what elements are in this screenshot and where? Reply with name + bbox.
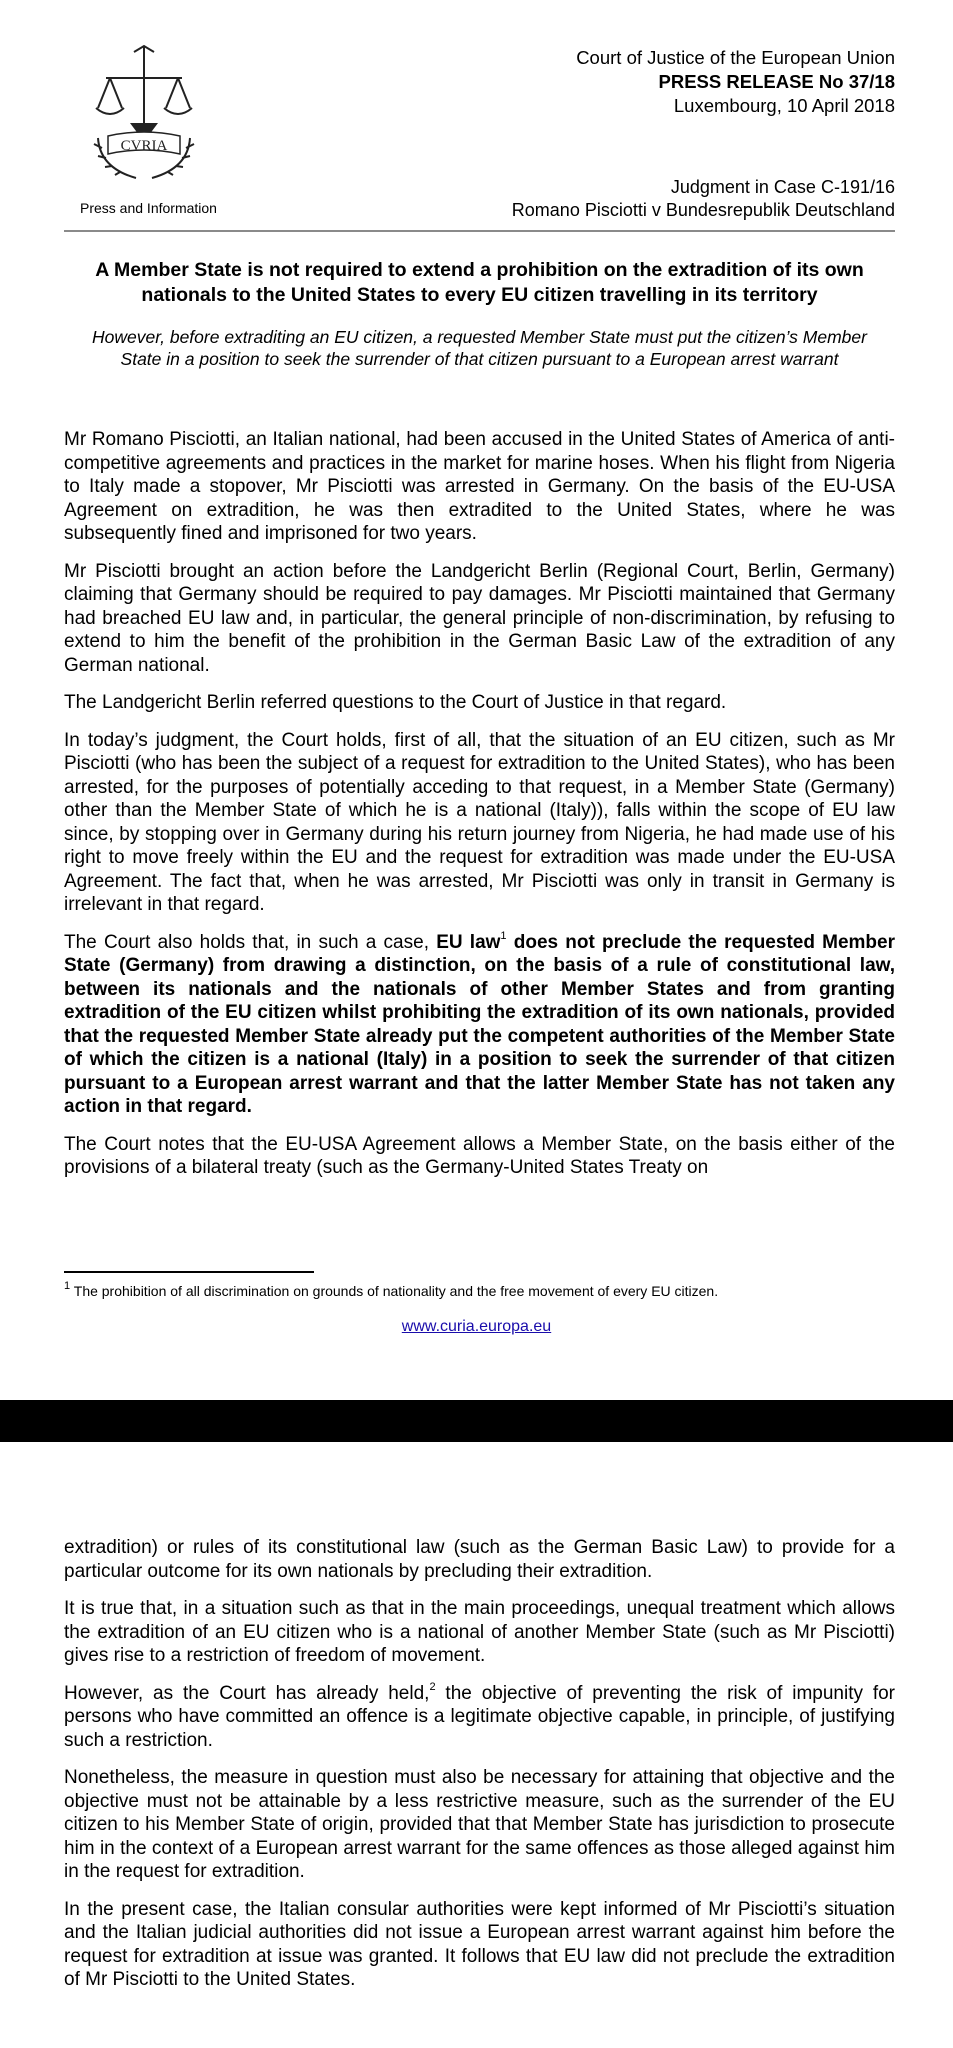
headline: A Member State is not required to extend a prohibition on the extradition of its own nationals to the United States to every EU citizen travelling in its territory xyxy=(95,259,864,306)
case-number: Judgment in Case C-191/16 xyxy=(670,177,895,197)
logo-text: CVRIA xyxy=(120,138,168,154)
paragraph: In today’s judgment, the Court holds, first of all, that the situation of an EU citizen, such as Mr Pisciotti (who has been the subject of a request for extradition to the United States), who has been arrested, for the purposes of potentially acceding to that request, in a Member State (Germany) other than the Member State of which he is a national (Italy)), falls within the scope of EU law since, by stopping over in Germany during his return journey from Nigeria, he had made use of his right to move freely within the EU and the request for extradition was made under the EU-USA Agreement. The fact that, when he was arrested, Mr Pisciotti was only in transit in Germany is irrelevant in that regard. xyxy=(64,729,895,915)
page-separator xyxy=(0,1400,953,1442)
court-name: Court of Justice of the European Union xyxy=(576,47,895,68)
footnote-ref: 1 xyxy=(500,930,507,943)
case-parties: Romano Pisciotti v Bundesrepublik Deutschland xyxy=(511,200,895,220)
paragraph-text: However, as the Court has already held, xyxy=(64,1682,430,1704)
page-1-body xyxy=(64,428,895,1194)
paragraph-text: the objective of preventing the risk of impunity for persons who have committed an offence is a legitimate objective capable, in principle, of justifying such a restriction. xyxy=(64,1682,896,1751)
paragraph xyxy=(64,931,895,1119)
paragraph xyxy=(64,1682,895,1753)
paragraph: The Landgericht Berlin referred questions to the Court of Justice in that regard. xyxy=(64,692,727,713)
paragraph: The Court notes that the EU-USA Agreement allows a Member State, on the basis either of the provisions of a bilateral treaty (such as the Germany-United States Treaty on xyxy=(64,1133,895,1178)
footnote-divider xyxy=(64,1271,314,1273)
footnote-text: The prohibition of all discrimination on grounds of nationality and the free movement of every EU citizen. xyxy=(70,1283,719,1299)
paragraph: Nonetheless, the measure in question must also be necessary for attaining that objective and the objective must not be attainable by a less restrictive measure, such as the surrender of the EU citizen to his Member State of origin, provided that that Member State has jurisdiction to prosecute him in the context of a European arrest warrant for the same offences as those alleged against him in the request for extradition. xyxy=(64,1767,895,1882)
curia-logo xyxy=(84,42,204,192)
footnote-ref: 2 xyxy=(429,1681,436,1694)
location-date: Luxembourg, 10 April 2018 xyxy=(673,95,895,116)
footnote-marker: 1 xyxy=(64,1280,71,1293)
paragraph: In the present case, the Italian consular authorities were kept informed of Mr Pisciotti’s situation and the Italian judicial authorities did not issue a European arrest warrant against him before the request for extradition at issue was granted. It follows that EU law did not preclude the extradition of Mr Pisciotti to the United States. xyxy=(64,1898,895,1990)
bold-text: does not preclude the requested Member State (Germany) from drawing a distinction, on the basis of a rule of constitutional law, between its nationals and the nationals of other Member States and from granting extradition of the EU citizen whilst prohibiting the extradition of its own nationals, provided that the requested Member State already put the competent authorities of the Member State of which the citizen is a national (Italy) in a position to seek the surrender of that citizen pursuant to a European arrest warrant and that the latter Member State has not taken any action in that regard. xyxy=(64,931,896,1117)
press-release-number: PRESS RELEASE No 37/18 xyxy=(658,71,895,92)
paragraph: It is true that, in a situation such as that in the main proceedings, unequal treatment which allows the extradition of an EU citizen who is a national of another Member State (such as Mr Pisciotti) gives rise to a restriction of freedom of movement. xyxy=(64,1598,895,1666)
paragraph: Mr Romano Pisciotti, an Italian national, had been accused in the United States of America of anti-competitive agreements and practices in the market for marine hoses. When his flight from Nigeria to Italy made a stopover, Mr Pisciotti was arrested in Germany. On the basis of the EU-USA Agreement on extradition, he was then extradited to the United States, where he was subsequently fined and imprisoned for two years. xyxy=(64,429,895,544)
website-link-wrap xyxy=(0,1318,953,1336)
case-block xyxy=(512,176,895,222)
paragraph-text: The Court also holds that, in such a case, xyxy=(64,931,437,953)
subheadline: However, before extraditing an EU citizen, a requested Member State must put the citizen’s Member State in a position to seek the surrender of that citizen pursuant to a European arrest warrant xyxy=(92,327,867,369)
website-link[interactable]: www.curia.europa.eu xyxy=(401,1318,552,1335)
paragraph: Mr Pisciotti brought an action before the Landgericht Berlin (Regional Court, Berlin, Germany) claiming that Germany should be required to pay damages. Mr Pisciotti maintained that Germany had breached EU law and, in particular, the general principle of non-discrimination, by refusing to extend to him the benefit of the prohibition in the German Basic Law of the extradition of any German national. xyxy=(64,560,895,676)
header-divider xyxy=(64,230,895,232)
press-info-label: Press and Information xyxy=(80,200,217,216)
bold-text: EU law xyxy=(436,931,501,953)
header-block xyxy=(576,46,895,118)
paragraph: extradition) or rules of its constitutional law (such as the German Basic Law) to provide for a particular outcome for its own nationals by precluding their extradition. xyxy=(64,1537,895,1582)
scales-of-justice-icon xyxy=(84,42,204,192)
page-2-body xyxy=(64,1536,895,2006)
footnote xyxy=(64,1282,718,1300)
